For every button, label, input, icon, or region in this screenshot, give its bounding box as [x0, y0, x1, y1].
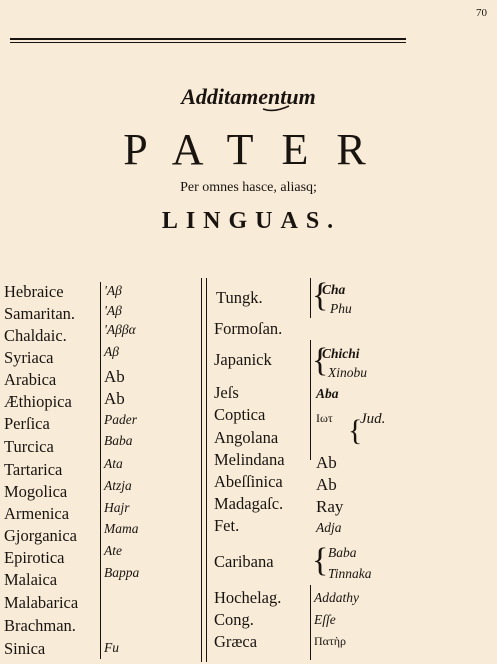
pater-word: Cha [322, 282, 346, 297]
pater-word: Ab [104, 367, 125, 386]
lang-label: Melindana [214, 450, 285, 469]
lang-label: Syriaca [4, 348, 54, 367]
lang-label: Hochelag. [214, 588, 282, 607]
pater-word: Tinnaka [328, 566, 372, 581]
lang-label: Græca [214, 632, 258, 651]
lang-label: Hebraice [4, 282, 64, 301]
lang-label: Tartarica [4, 460, 63, 479]
lang-label: Abeſſinica [214, 472, 283, 491]
lang-label: Mogolica [4, 482, 68, 501]
pater-word: Baba [104, 433, 133, 448]
pater-word: Fu [104, 640, 119, 655]
brace: { [312, 342, 329, 379]
lang-label: Malaica [4, 570, 58, 589]
pater-word: Addathy [314, 590, 359, 605]
pater-word: Bappa [104, 565, 140, 580]
lang-label: Gjorganica [4, 526, 78, 545]
lang-label: Perſica [4, 414, 50, 433]
lang-label: Fet. [214, 516, 240, 535]
pater-word: Pader [104, 412, 137, 427]
column-divider [100, 282, 101, 659]
lang-label: Turcica [4, 437, 54, 456]
lang-label: Chaldaic. [4, 326, 67, 345]
column-divider [206, 278, 207, 662]
pater-word: Hajr [104, 500, 130, 515]
pater-word: Eſſe [314, 612, 336, 627]
lang-label: Coptica [214, 405, 266, 424]
pater-word: Ray [316, 497, 344, 516]
pater-word: Ab [104, 389, 125, 408]
lang-label: Japanick [214, 350, 272, 369]
column-divider [310, 585, 311, 660]
column-divider [310, 278, 311, 318]
lang-label: Cong. [214, 610, 254, 629]
pater-word: Ιωτ [316, 411, 333, 425]
lang-label: Jeſs [214, 383, 239, 402]
lang-label: Formoſan. [214, 319, 283, 338]
heading: PATER [123, 125, 394, 174]
lang-label: Epirotica [4, 548, 65, 567]
pater-word: Xinobu [328, 365, 367, 380]
pater-word: Ate [104, 543, 122, 558]
pater-word: Ab [316, 453, 337, 472]
pater-word: Πατὴρ [314, 634, 347, 648]
brace: { [312, 542, 329, 579]
pater-word: Aβ [104, 344, 119, 359]
pater-word: Ab [316, 475, 337, 494]
lang-label: Armenica [4, 504, 70, 523]
lang-label: Angolana [214, 428, 279, 447]
pater-word: Ata [104, 456, 123, 471]
top-rule-thin [10, 42, 406, 43]
lang-label: Æthiopica [4, 392, 72, 411]
lang-label: Tungk. [216, 288, 263, 307]
title-swash-icon [262, 104, 290, 112]
lang-label: Sinica [4, 639, 46, 658]
pater-word: 'Aβ [104, 303, 122, 318]
pater-word: Atzja [104, 478, 132, 493]
lang-label: Brachman. [4, 616, 76, 635]
pater-word: Jud. [360, 411, 386, 427]
lang-label: Malabarica [4, 593, 79, 612]
top-rule [10, 38, 406, 40]
lang-label: Arabica [4, 370, 57, 389]
heading-2: LINGUAS. [161, 208, 342, 234]
subheading: Per omnes hasce, aliasq; [180, 180, 317, 195]
title: Additamentum [181, 84, 316, 109]
page-number: 70 [476, 7, 487, 19]
pater-word: Adja [316, 520, 342, 535]
pater-word: Chichi [322, 346, 360, 361]
brace: { [348, 414, 363, 447]
lang-label: Caribana [214, 552, 274, 571]
pater-word: Phu [330, 301, 352, 316]
pater-word: Mama [104, 521, 139, 536]
lang-label: Samaritan. [4, 304, 76, 323]
column-divider [201, 278, 202, 662]
pater-word: Baba [328, 545, 357, 560]
pater-word: 'Aβ [104, 283, 122, 298]
lang-label: Madagaſc. [214, 494, 284, 513]
brace: { [312, 277, 329, 314]
pater-word: 'Aββα [104, 322, 136, 337]
column-divider [310, 340, 311, 460]
pater-word: Aba [316, 386, 339, 401]
